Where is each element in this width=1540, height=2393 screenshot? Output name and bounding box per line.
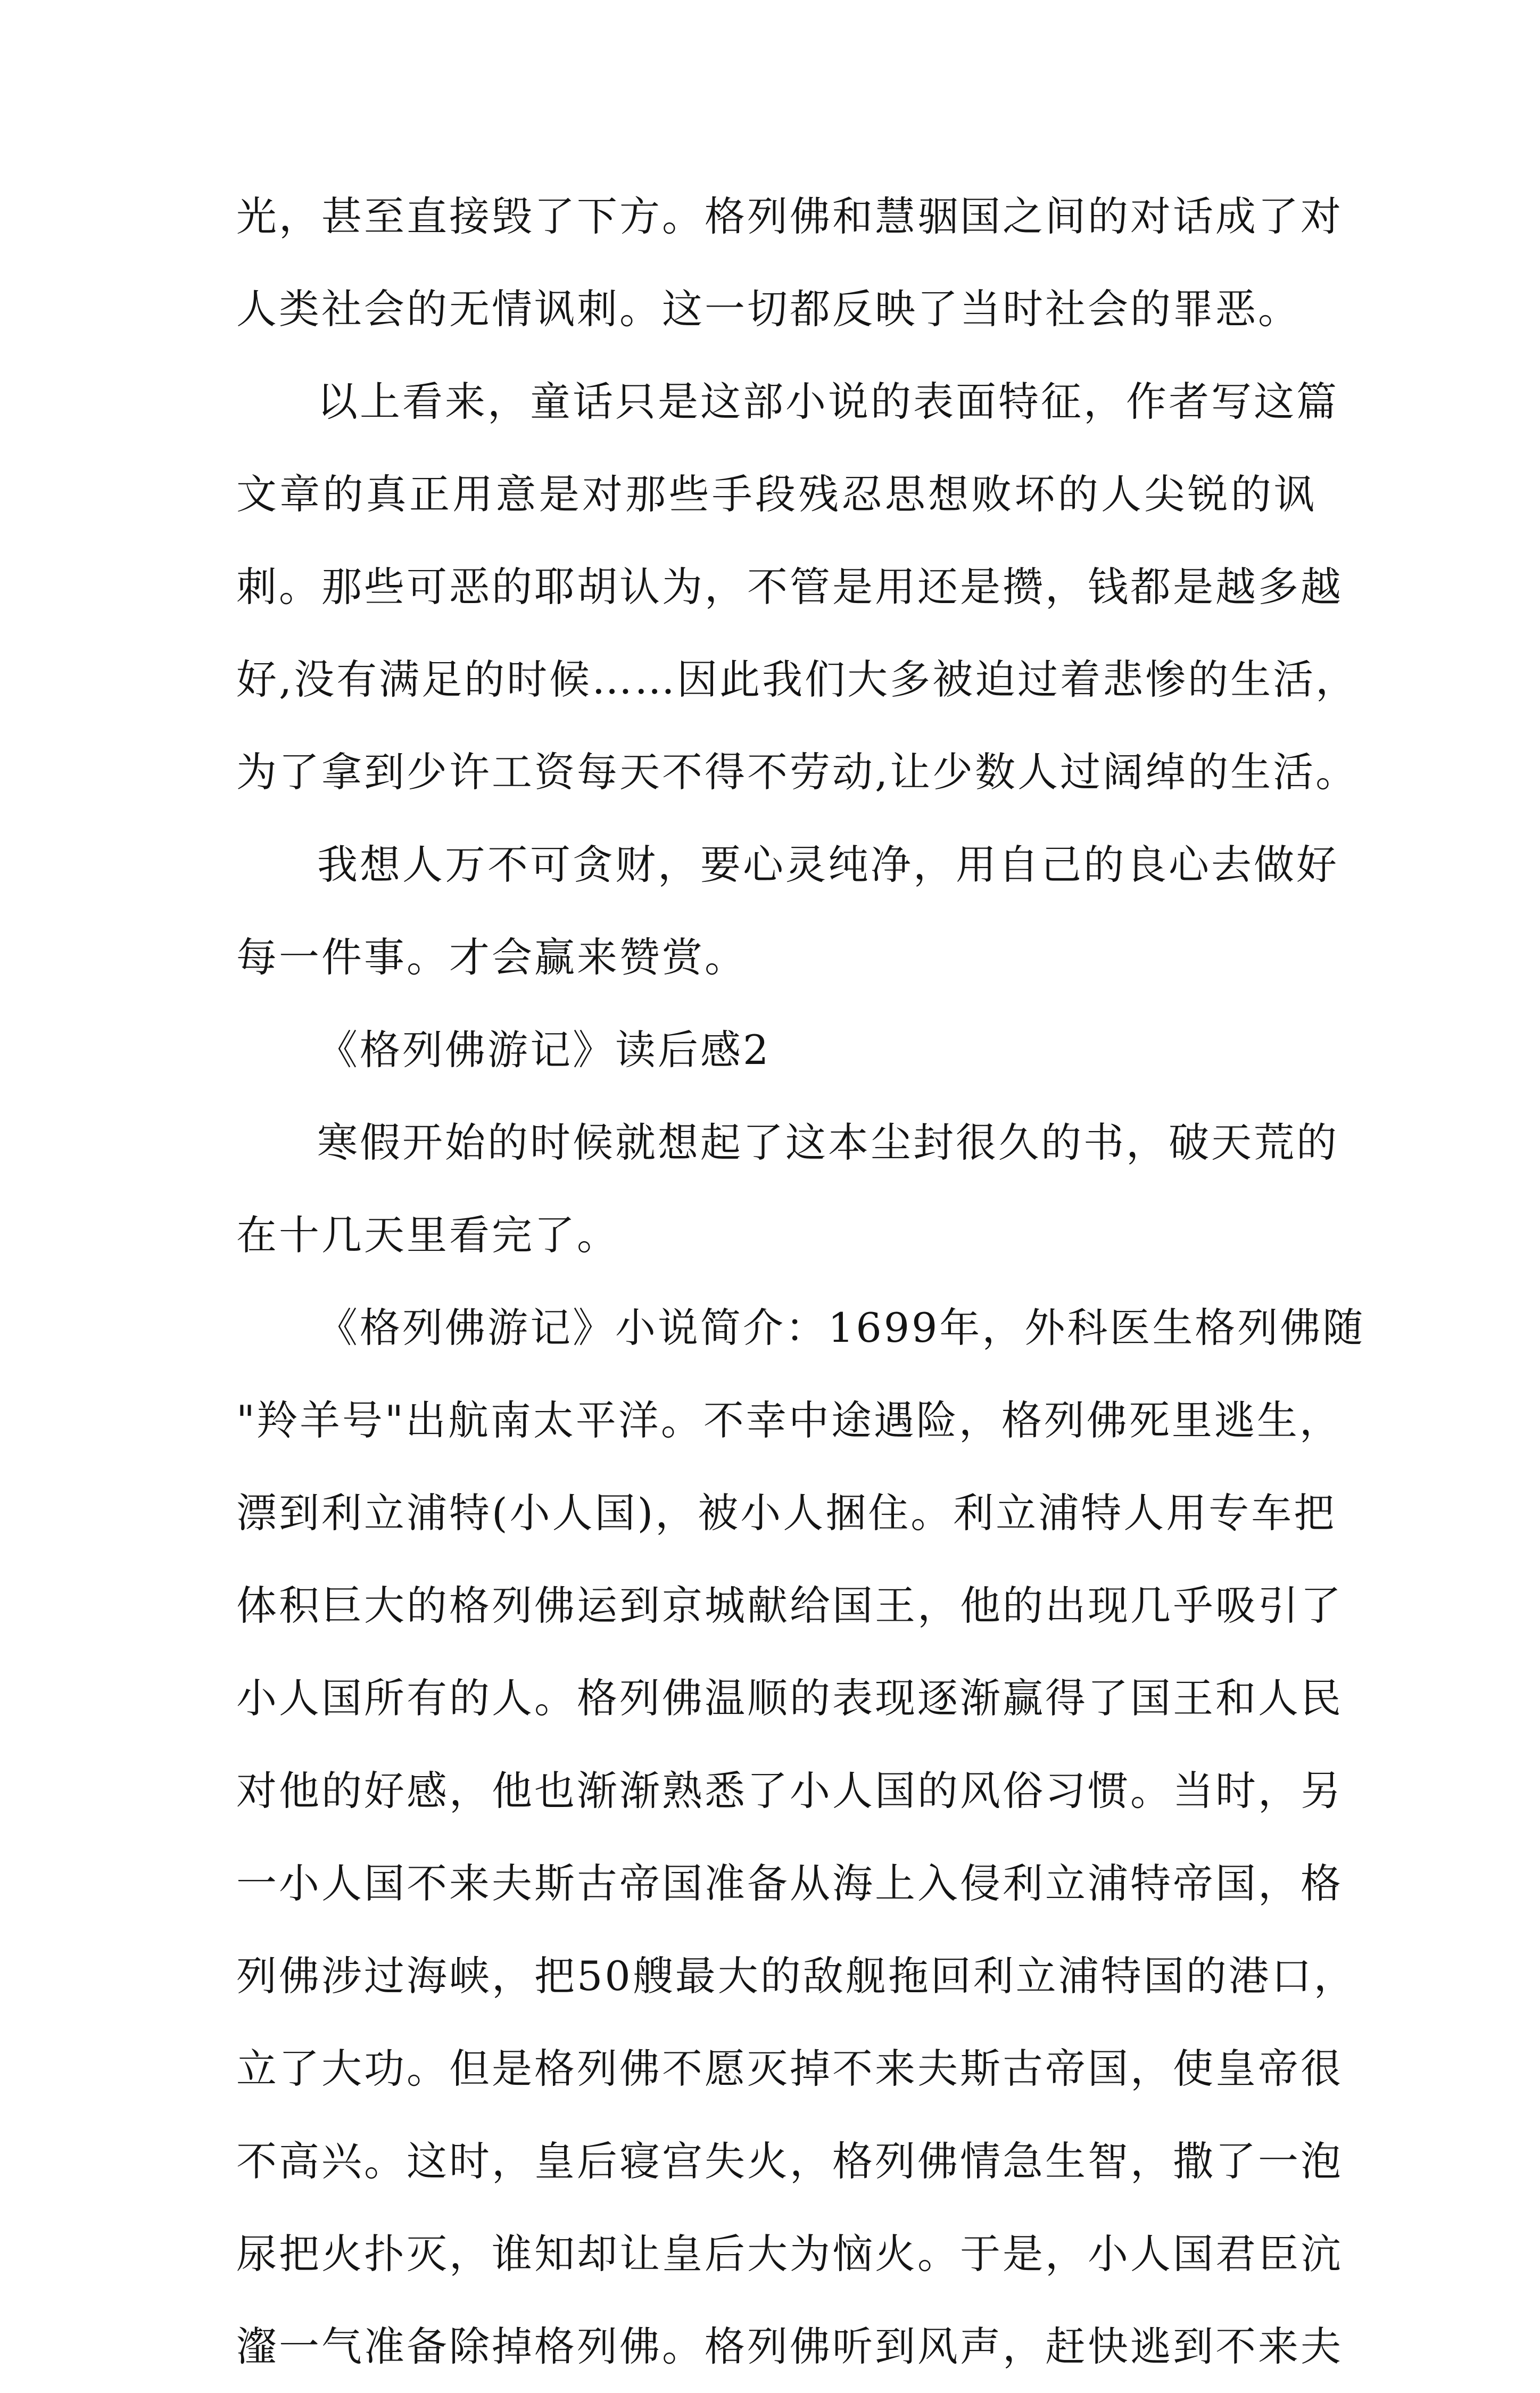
text-line: 每一件事。才会赢来赞赏。	[236, 934, 747, 981]
text-line: 对他的好感，他也渐渐熟悉了小人国的风俗习惯。当时，另	[236, 1767, 1343, 1814]
body-text	[236, 170, 1365, 2393]
text-line: 好,没有满足的时候……因此我们大多被迫过着悲惨的生活，	[236, 656, 1359, 703]
text-line: 尿把火扑灭，谁知却让皇后大为恼火。于是，小人国君臣沆	[236, 2230, 1343, 2278]
text-line: 光，甚至直接毁了下方。格列佛和慧骃国之间的对话成了对	[236, 193, 1343, 240]
text-line: 为了拿到少许工资每天不得不劳动,让少数人过阔绰的生活。	[236, 748, 1359, 796]
text-line: 《格列佛游记》小说简介：1699年，外科医生格列佛随	[317, 1304, 1365, 1351]
text-line: 人类社会的无情讽刺。这一切都反映了当时社会的罪恶。	[236, 285, 1301, 333]
text-line: 瀣一气准备除掉格列佛。格列佛听到风声，赶快逃到不来夫	[236, 2323, 1343, 2370]
text-line: 漂到利立浦特(小人国)，被小人捆住。利立浦特人用专车把	[236, 1489, 1337, 1537]
text-line: 文章的真正用意是对那些手段残忍思想败坏的人尖锐的讽	[236, 471, 1317, 518]
text-line: "羚羊号"出航南太平洋。不幸中途遇险，格列佛死里逃生，	[236, 1397, 1342, 1444]
text-line: 在十几天里看完了。	[236, 1211, 619, 1259]
text-line: 以上看来，童话只是这部小说的表面特征，作者写这篇	[317, 378, 1339, 425]
text-line: 立了大功。但是格列佛不愿灭掉不来夫斯古帝国，使皇帝很	[236, 2045, 1343, 2092]
text-line: 列佛涉过海峡，把50艘最大的敌舰拖回利立浦特国的港口，	[236, 1952, 1356, 2000]
section-heading: 《格列佛游记》读后感2	[317, 1026, 771, 1074]
text-line: 我想人万不可贪财，要心灵纯净，用自己的良心去做好	[317, 841, 1339, 888]
text-line: 小人国所有的人。格列佛温顺的表现逐渐赢得了国王和人民	[236, 1674, 1343, 1722]
text-line: 一小人国不来夫斯古帝国准备从海上入侵利立浦特帝国，格	[236, 1860, 1343, 1907]
text-line: 体积巨大的格列佛运到京城献给国王，他的出现几乎吸引了	[236, 1582, 1343, 1629]
text-line: 寒假开始的时候就想起了这本尘封很久的书，破天荒的	[317, 1119, 1339, 1166]
text-line: 不高兴。这时，皇后寝宫失火，格列佛情急生智，撒了一泡	[236, 2138, 1343, 2185]
text-line: 刺。那些可恶的耶胡认为，不管是用还是攒，钱都是越多越	[236, 563, 1343, 610]
